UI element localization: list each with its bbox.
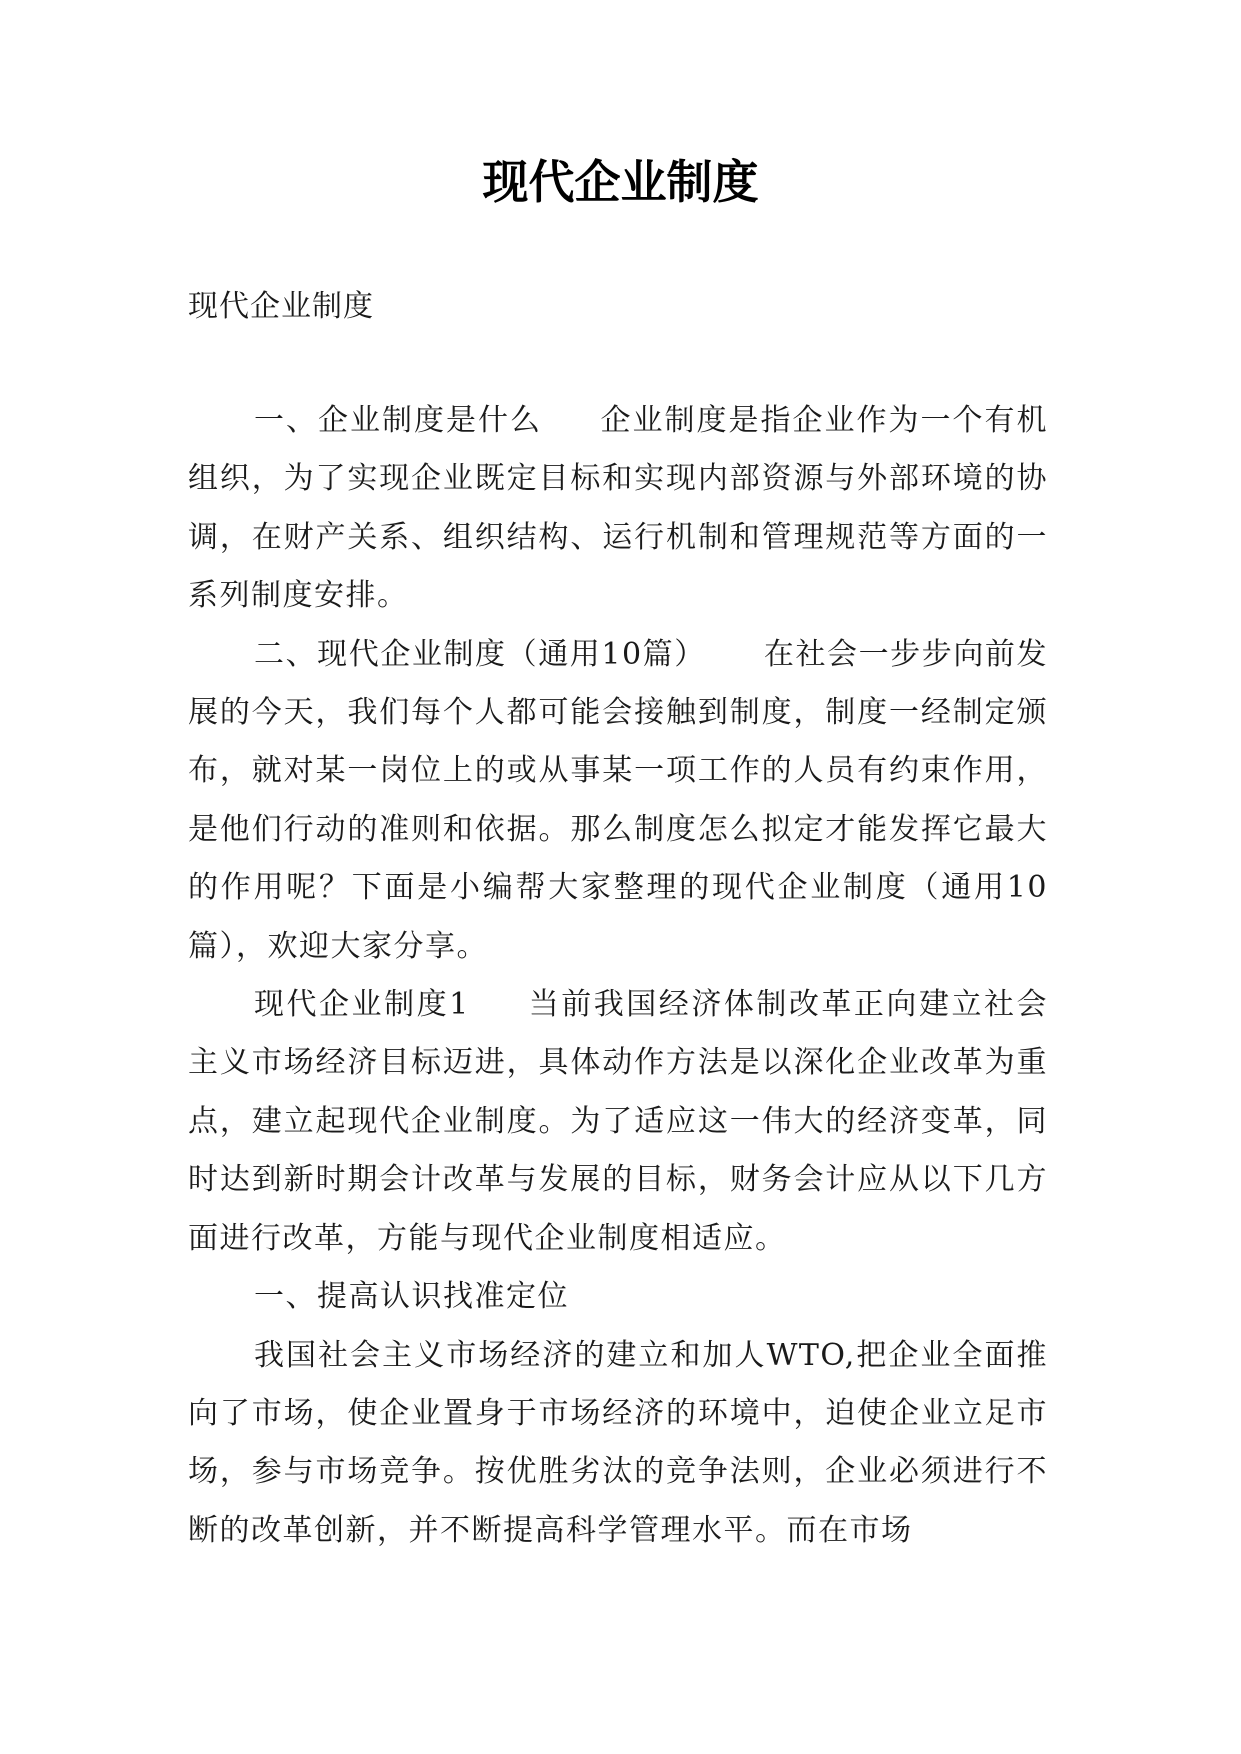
paragraph-lead: 二、现代企业制度（通用10篇） xyxy=(254,636,706,672)
paragraph-intro xyxy=(188,626,1048,976)
section-heading: 一、提高认识找准定位 xyxy=(254,1279,569,1315)
spacer xyxy=(188,327,1048,392)
paragraph-text: 企业制度是指企业作为一个有机组织，为了实现企业既定目标和实现内部资源与外部环境的协调，在财产关系、组织结构、运行机制和管理规范等方面的一系列制度安排。 xyxy=(188,403,1048,614)
document-body xyxy=(188,287,1048,1560)
paragraph-lead: 一、企业制度是什么 xyxy=(254,403,542,438)
paragraph-text: 当前我国经济体制改革正向建立社会主义市场经济目标迈进，具体动作方法是以深化企业改革为重点，建立起现代企业制度。为了适应这一伟大的经济变革，同时达到新时期会计改革与发展的目标，财务会计应从以下几方面进行改革，方能与现代企业制度相适应。 xyxy=(188,987,1048,1256)
document-title: 现代企业制度 xyxy=(482,155,759,209)
paragraph-definition xyxy=(188,392,1048,626)
paragraph-text: 在社会一步步向前发展的今天，我们每个人都可能会接触到制度，制度一经制定颁布，就对某一岗位上的或从事某一项工作的人员有约束作用，是他们行动的准则和依据。那么制度怎么拟定才能发挥它最大的作用呢？下面是小编帮大家整理的现代企业制度（通用10篇），欢迎大家分享。 xyxy=(188,636,1048,964)
document-subtitle: 现代企业制度 xyxy=(188,289,374,324)
paragraph-lead: 现代企业制度1 xyxy=(254,987,470,1023)
paragraph-article-1 xyxy=(188,976,1048,1268)
paragraph-market: 我国社会主义市场经济的建立和加人WTO,把企业全面推向了市场，使企业置身于市场经济的环境中，迫使企业立足市场，参与市场竞争。按优胜劣汰的竞争法则，企业必须进行不断的改革创新，并不断提高科学管理水平。而在市场 xyxy=(188,1337,1048,1548)
